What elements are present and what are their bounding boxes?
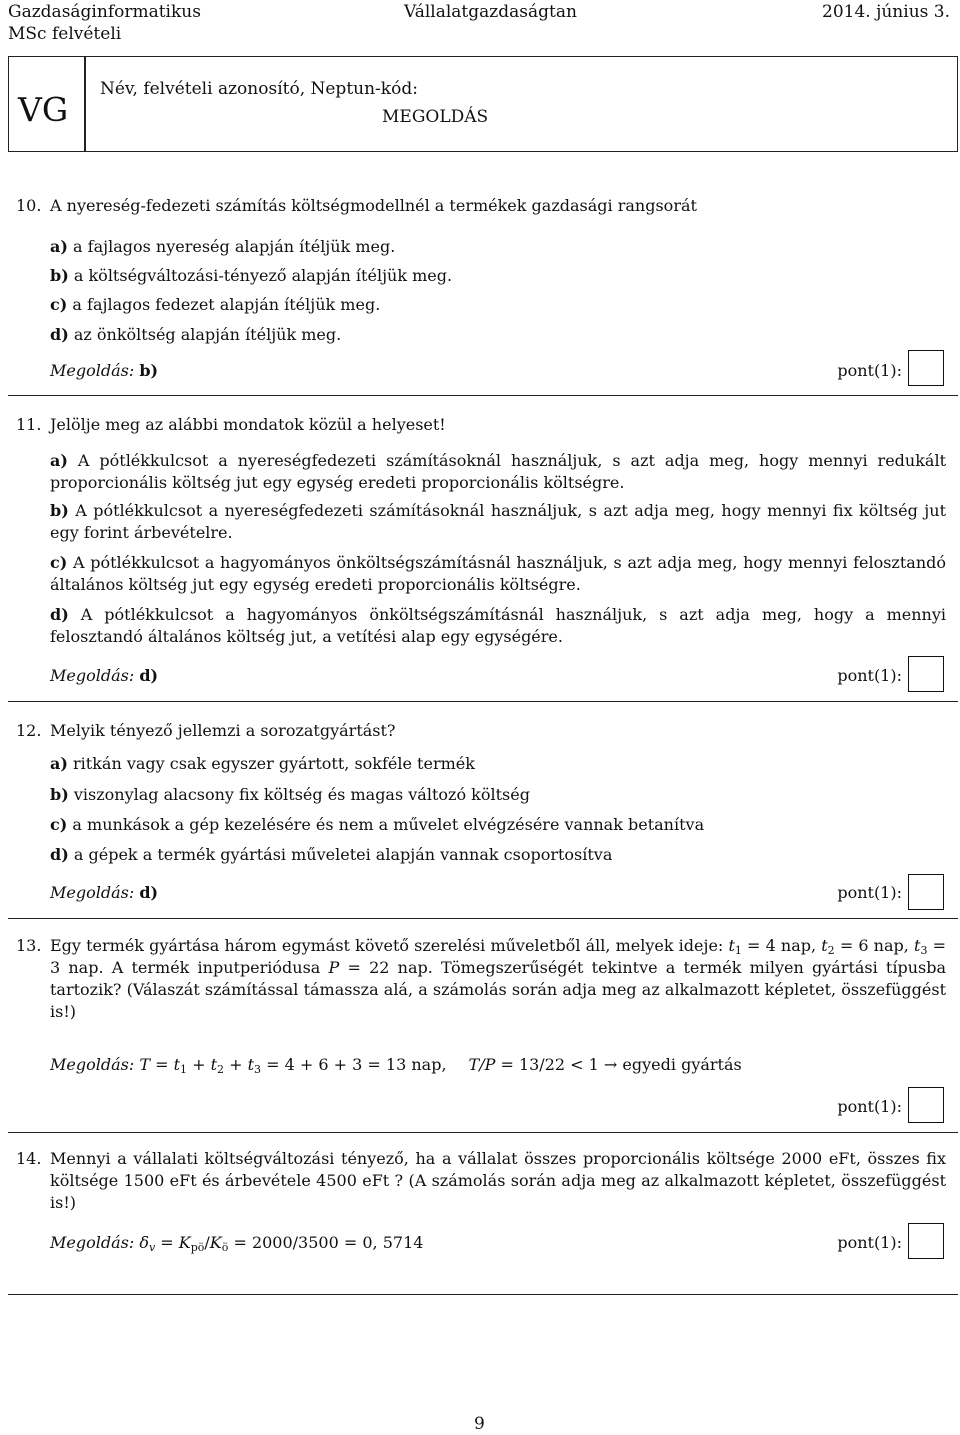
q13-points-box[interactable] xyxy=(908,1087,944,1123)
q14-number: 14. xyxy=(16,1149,42,1168)
k-po-subscript: pö xyxy=(190,1241,205,1254)
option-text: A pótlékkulcsot a hagyományos önköltségszámításnál használjuk, s azt adja meg, hogy a mennyi felosztandó általános költség jut, a vetítési alap egy egységére. xyxy=(50,605,947,646)
option-label: a) xyxy=(50,451,68,470)
q13-text-part3: Tömegszerűségét tekintve a termék milyen gyártási típusba tartozik? (Válaszát számítással támassza alá, a számolás során adja meg az alkalmazott képletet, összefüggést is!) xyxy=(50,958,947,1021)
option-label: b) xyxy=(50,501,69,520)
q10-text: A nyereség-fedezeti számítás költségmodellnél a termékek gazdasági rangsorát xyxy=(50,196,697,215)
t1-symbol: t xyxy=(728,936,735,955)
formula-K2: K xyxy=(209,1233,222,1252)
header-date: 2014. június 3. xyxy=(822,2,950,22)
q10-option-c[interactable] xyxy=(50,294,946,316)
formula-t2-sub: 2 xyxy=(217,1063,225,1076)
solution-label: Megoldás: xyxy=(50,666,135,685)
p-value: = 22 nap. xyxy=(347,958,433,977)
q12-points-box[interactable] xyxy=(908,874,944,910)
name-field-label: Név, felvételi azonosító, Neptun-kód: xyxy=(100,79,418,99)
page-number: 9 xyxy=(474,1414,485,1434)
k-o-subscript: ö xyxy=(221,1241,229,1254)
option-text: a költségváltozási-tényező alapján ítéljük meg. xyxy=(73,266,453,285)
formula-t2: t xyxy=(210,1055,218,1074)
q10-points-label: pont(1): xyxy=(837,361,902,380)
solution-label: Megoldás: xyxy=(50,1055,135,1074)
option-label: b) xyxy=(50,266,69,285)
q13-number: 13. xyxy=(16,936,42,955)
name-box-divider xyxy=(84,56,86,152)
formula-t1: t xyxy=(173,1055,181,1074)
formula-t3: t xyxy=(247,1055,255,1074)
formula-ratio: T/P xyxy=(468,1055,496,1074)
q11-points-label: pont(1): xyxy=(837,666,902,685)
option-label: d) xyxy=(50,845,69,864)
formula-T: T xyxy=(139,1055,150,1074)
q13-text-part2: A termék inputperiódusa xyxy=(103,958,329,977)
subject-code: VG xyxy=(18,90,69,129)
name-field-value[interactable]: MEGOLDÁS xyxy=(382,107,489,127)
header-center: Vállalatgazdaságtan xyxy=(404,2,577,22)
option-label: a) xyxy=(50,754,68,773)
option-text: a munkások a gép kezelésére és nem a művelet elvégzésére vannak betanítva xyxy=(72,815,705,834)
q10-option-a[interactable] xyxy=(50,236,946,258)
q14-text: Mennyi a vállalati költségváltozási tényező, ha a vállalat összes proporcionális költsége 2000 eFt, összes fix költsége 1500 eFt és árbevétele 4500 eFt ? (A számolás során adja meg az alkalmazott képletet, összefüggést is!) xyxy=(50,1149,946,1212)
q12-points-label: pont(1): xyxy=(837,883,902,902)
header-left-line1: Gazdaságinformatikus xyxy=(8,2,201,22)
p-symbol: P xyxy=(328,958,340,977)
q10-solution xyxy=(50,360,946,382)
t3-subscript: 3 xyxy=(920,944,928,957)
q14-points-box[interactable] xyxy=(908,1223,944,1259)
q12-solution xyxy=(50,882,946,904)
divider xyxy=(8,1294,958,1295)
q11-points-box[interactable] xyxy=(908,656,944,692)
solution-label: Megoldás: xyxy=(50,883,135,902)
q13-text-part1: Egy termék gyártása három egymást követő szerelési műveletből áll, melyek ideje: xyxy=(50,936,729,955)
option-label: d) xyxy=(50,325,69,344)
solution-result: egyedi gyártás xyxy=(622,1055,742,1074)
option-text: A pótlékkulcsot a hagyományos önköltségszámításnál használjuk, s azt adja meg, hogy mennyi felosztandó általános költség jut egy egység eredeti proporcionális költségre. xyxy=(50,553,947,594)
formula-t1-sub: 1 xyxy=(180,1063,188,1076)
q12-option-d[interactable] xyxy=(50,844,946,866)
q13-points-label: pont(1): xyxy=(837,1097,902,1116)
q12-option-c[interactable] xyxy=(50,814,946,836)
option-text: az önköltség alapján ítéljük meg. xyxy=(73,325,342,344)
q11-solution xyxy=(50,665,946,687)
q10-option-d[interactable] xyxy=(50,324,946,346)
header-left-line2: MSc felvételi xyxy=(8,24,122,44)
option-label: d) xyxy=(50,605,69,624)
option-label: c) xyxy=(50,815,68,834)
q12-number: 12. xyxy=(16,721,42,740)
solution-answer: d) xyxy=(139,883,159,902)
formula-K1: K xyxy=(178,1233,191,1252)
t1-value: = 4 nap, xyxy=(747,936,817,955)
q11-text: Jelölje meg az alábbi mondatok közül a helyeset! xyxy=(50,415,446,434)
name-box xyxy=(8,56,958,152)
option-text: a fajlagos fedezet alapján ítéljük meg. xyxy=(72,295,381,314)
solution-answer: b) xyxy=(139,361,159,380)
option-label: a) xyxy=(50,237,68,256)
q11-option-c[interactable] xyxy=(50,552,946,596)
q14-solution: Megoldás: $\delta_v = K_{pö}/K_ö = 2000/3500 = 0$, 5714 xyxy=(50,1233,424,1254)
delta-subscript: v xyxy=(148,1241,156,1254)
q13-solution: Megoldás: $T = t_1 + t_2 + t_3 = 4 + 6 + 3 = 13$ nap, T/P = 13/22 < 1 → egyedi gyártás xyxy=(50,1055,742,1076)
q11-option-d[interactable] xyxy=(50,604,946,648)
t2-value: = 6 nap, xyxy=(839,936,909,955)
q10-option-b[interactable] xyxy=(50,265,946,287)
q11-number: 11. xyxy=(16,415,42,434)
option-label: c) xyxy=(50,295,68,314)
solution-ratio: = 13/22 < 1 xyxy=(500,1055,599,1074)
option-text: a gépek a termék gyártási műveletei alapján vannak csoportosítva xyxy=(73,845,613,864)
q12-option-a[interactable] xyxy=(50,753,946,775)
divider xyxy=(8,1132,958,1133)
option-text: A pótlékkulcsot a nyereségfedezeti számításoknál használjuk, s azt adja meg, hogy mennyi fix költség jut egy forint árbevételre. xyxy=(50,501,946,542)
q12-text: Melyik tényező jellemzi a sorozatgyártást? xyxy=(50,721,396,740)
solution-label: Megoldás: xyxy=(50,1233,135,1252)
q11-option-b[interactable] xyxy=(50,500,946,544)
q12-option-b[interactable] xyxy=(50,784,946,806)
divider xyxy=(8,395,958,396)
divider xyxy=(8,918,958,919)
option-text: A pótlékkulcsot a nyereségfedezeti számításoknál használjuk, s azt adja meg, hogy mennyi redukált proporcionális költség jut egy egység eredeti proporcionális költségre. xyxy=(50,451,946,492)
q10-number: 10. xyxy=(16,196,42,215)
t1-subscript: 1 xyxy=(734,944,742,957)
solution-answer: d) xyxy=(139,666,159,685)
option-text: viszonylag alacsony fix költség és magas változó költség xyxy=(73,785,530,804)
q13-text xyxy=(50,935,946,1023)
t2-symbol: t xyxy=(821,936,828,955)
option-label: b) xyxy=(50,785,69,804)
t2-subscript: 2 xyxy=(827,944,835,957)
t3-symbol: t xyxy=(914,936,921,955)
formula-t3-sub: 3 xyxy=(254,1063,262,1076)
q10-points-box[interactable] xyxy=(908,350,944,386)
option-label: c) xyxy=(50,553,68,572)
option-text: ritkán vagy csak egyszer gyártott, sokféle termék xyxy=(73,754,475,773)
solution-value: = 2000/3500 = 0, 5714 xyxy=(233,1233,424,1252)
t3-value: = 3 nap. xyxy=(50,936,946,977)
option-text: a fajlagos nyereség alapján ítéljük meg. xyxy=(73,237,396,256)
arrow-icon: → xyxy=(603,1055,618,1074)
divider xyxy=(8,701,958,702)
solution-sum: = 4 + 6 + 3 = 13 nap, xyxy=(266,1055,447,1074)
q14-points-label: pont(1): xyxy=(837,1233,902,1252)
solution-label: Megoldás: xyxy=(50,361,135,380)
q11-option-a[interactable] xyxy=(50,450,946,494)
formula-delta: δ xyxy=(139,1233,149,1252)
